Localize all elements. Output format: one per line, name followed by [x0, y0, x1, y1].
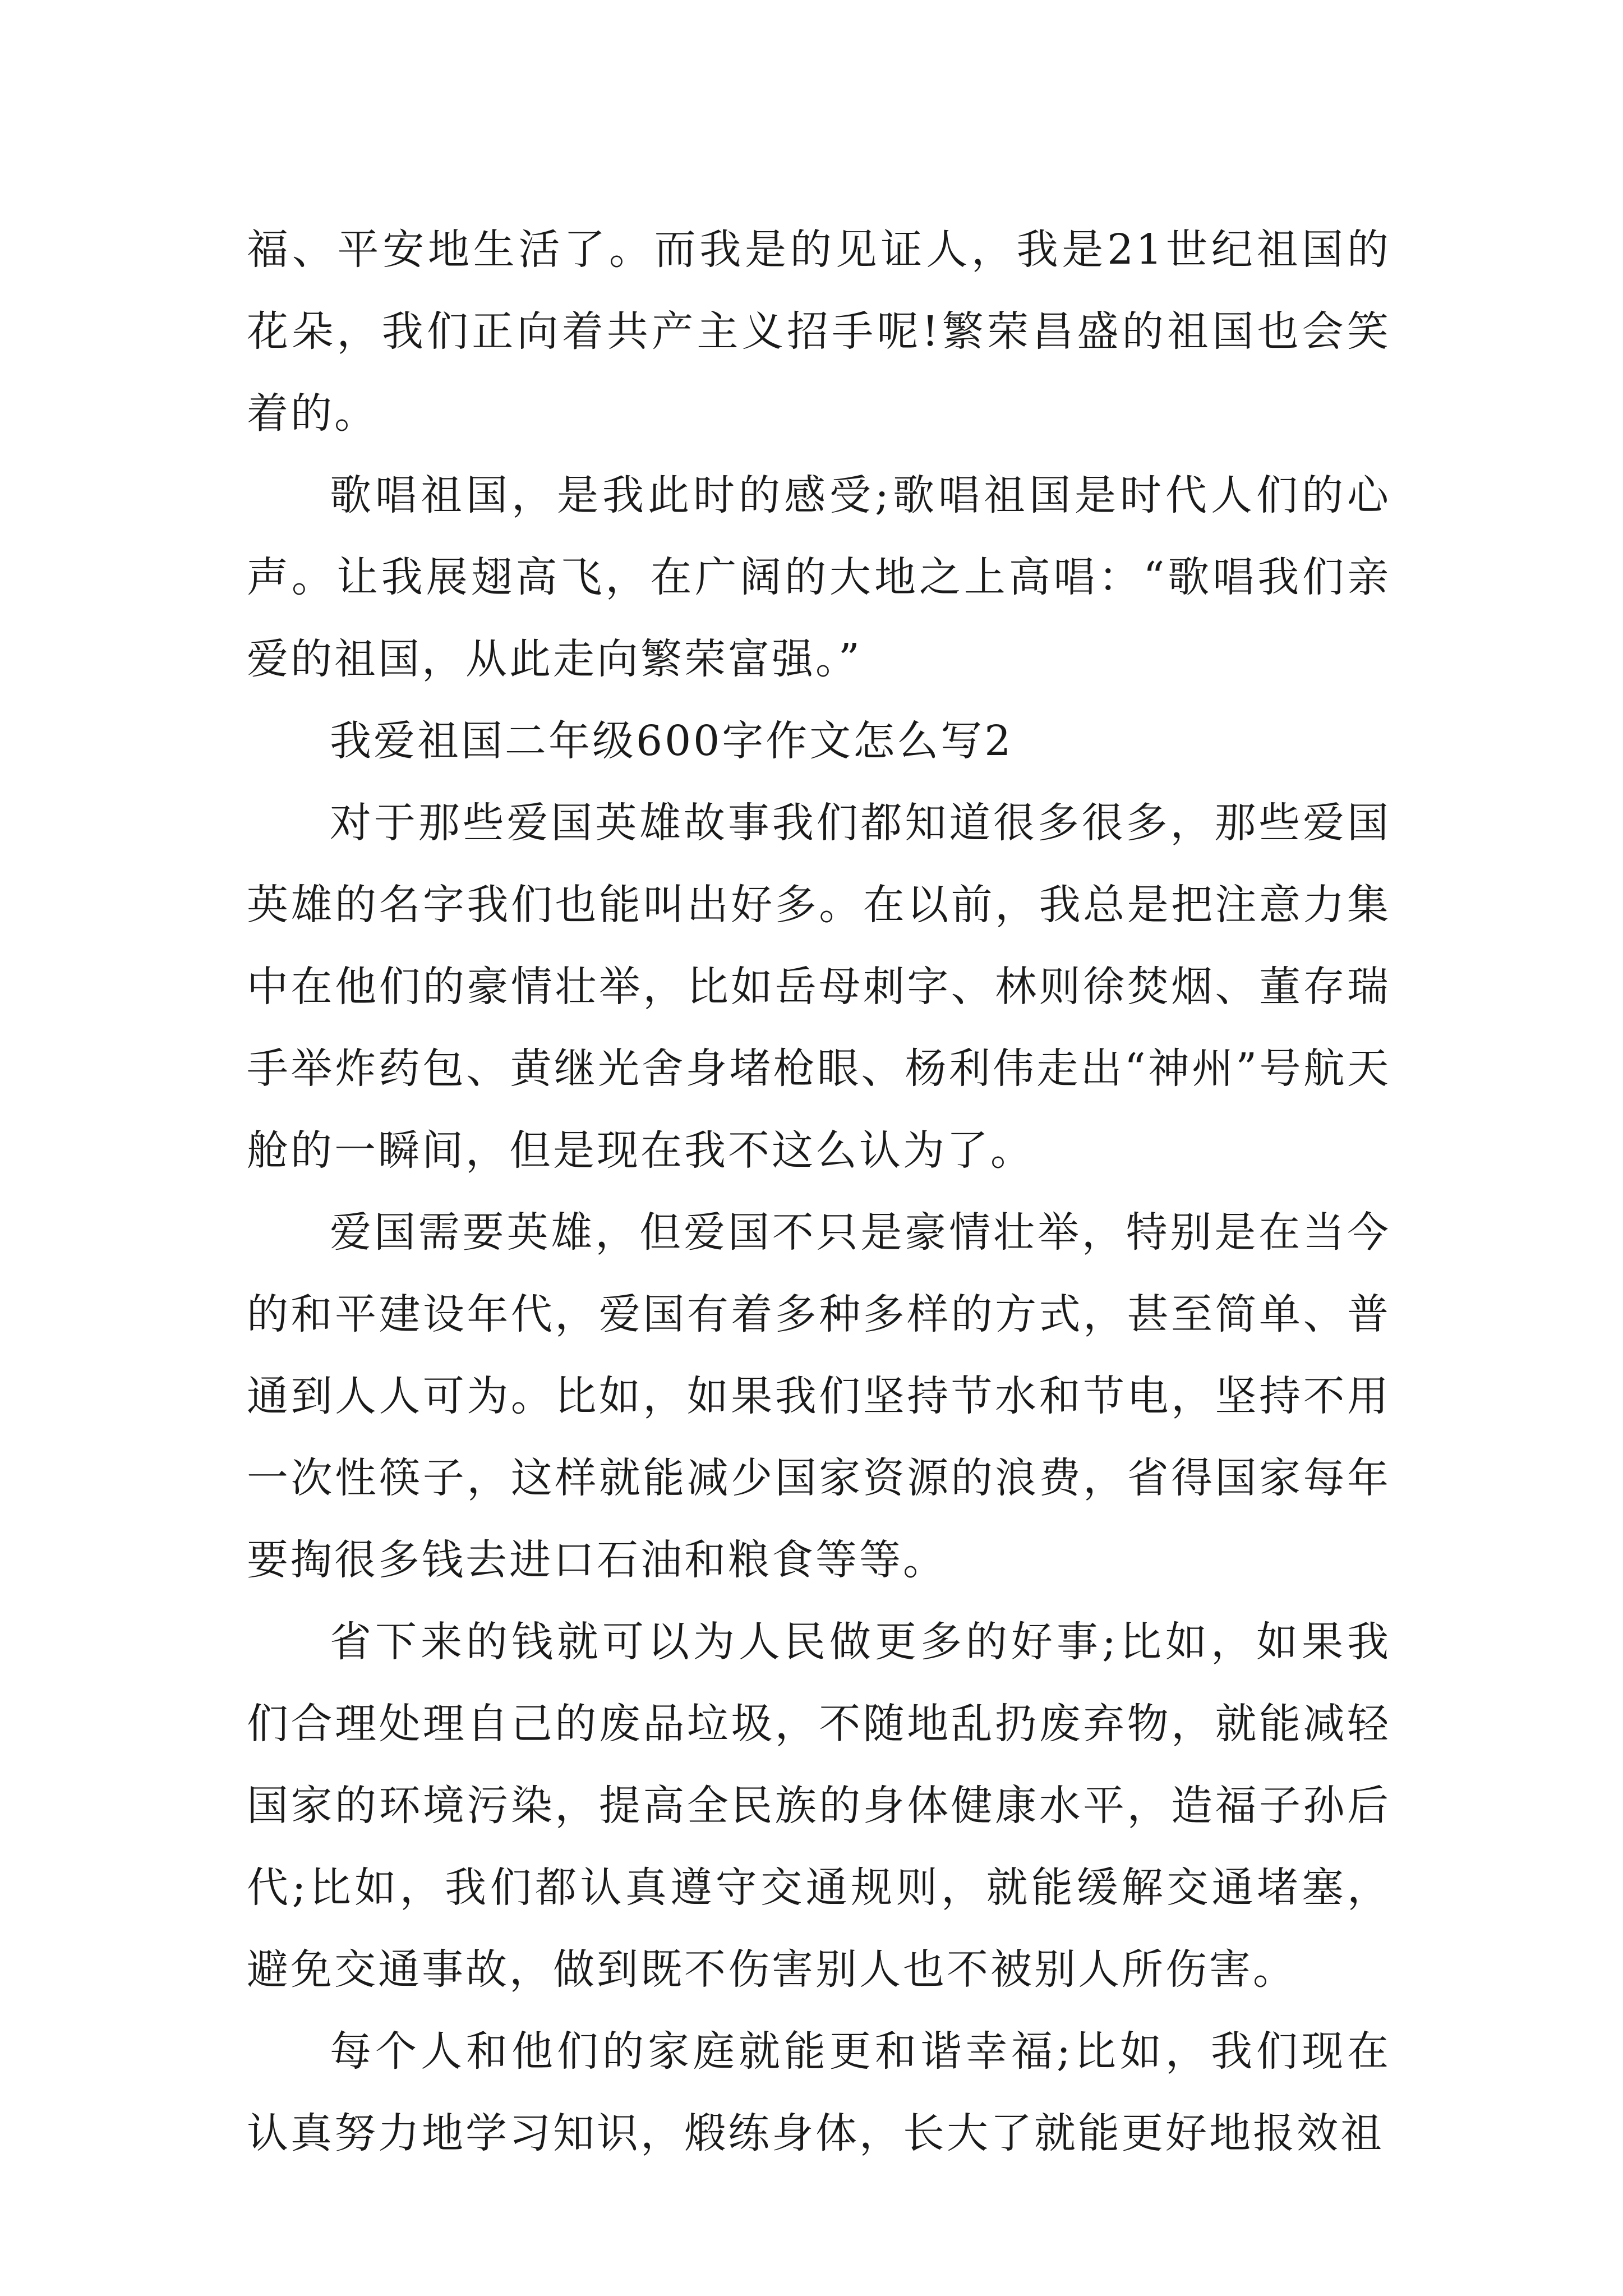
paragraph: 爱国需要英雄，但爱国不只是豪情壮举，特别是在当今的和平建设年代，爱国有着多种多样的方式，甚至简单、普通到人人可为。比如，如果我们坚持节水和节电，坚持不用一次性筷子，这样就能减少国家资源的浪费，省得国家每年要掏很多钱去进口石油和粮食等等。	[247, 1208, 1391, 1584]
paragraph: 对于那些爱国英雄故事我们都知道很多很多，那些爱国英雄的名字我们也能叫出好多。在以前，我总是把注意力集中在他们的豪情壮举，比如岳母刺字、林则徐焚烟、董存瑞手举炸药包、黄继光舍身堵枪眼、杨利伟走出“神州”号航天舱的一瞬间，但是现在我不这么认为了。	[247, 799, 1391, 1175]
document-body	[247, 209, 1391, 2174]
paragraph: 省下来的钱就可以为人民做更多的好事;比如，如果我们合理处理自己的废品垃圾，不随地乱扔废弃物，就能减轻国家的环境污染，提高全民族的身体健康水平，造福子孙后代;比如，我们都认真遵守交通规则，就能缓解交通堵塞，避免交通事故，做到既不伤害别人也不被别人所伤害。	[247, 1618, 1391, 1994]
paragraph: 每个人和他们的家庭就能更和谐幸福;比如，我们现在认真努力地学习知识，煅练身体，长大了就能更好地报效祖	[247, 2027, 1391, 2157]
essay-heading: 我爱祖国二年级600字作文怎么写2	[330, 717, 1013, 765]
paragraph-continued: 福、平安地生活了。而我是的见证人，我是21世纪祖国的花朵，我们正向着共产主义招手呢!繁荣昌盛的祖国也会笑着的。	[247, 226, 1391, 438]
paragraph: 歌唱祖国，是我此时的感受;歌唱祖国是时代人们的心声。让我展翅高飞，在广阔的大地之上高唱：“歌唱我们亲爱的祖国，从此走向繁荣富强。”	[247, 471, 1391, 683]
